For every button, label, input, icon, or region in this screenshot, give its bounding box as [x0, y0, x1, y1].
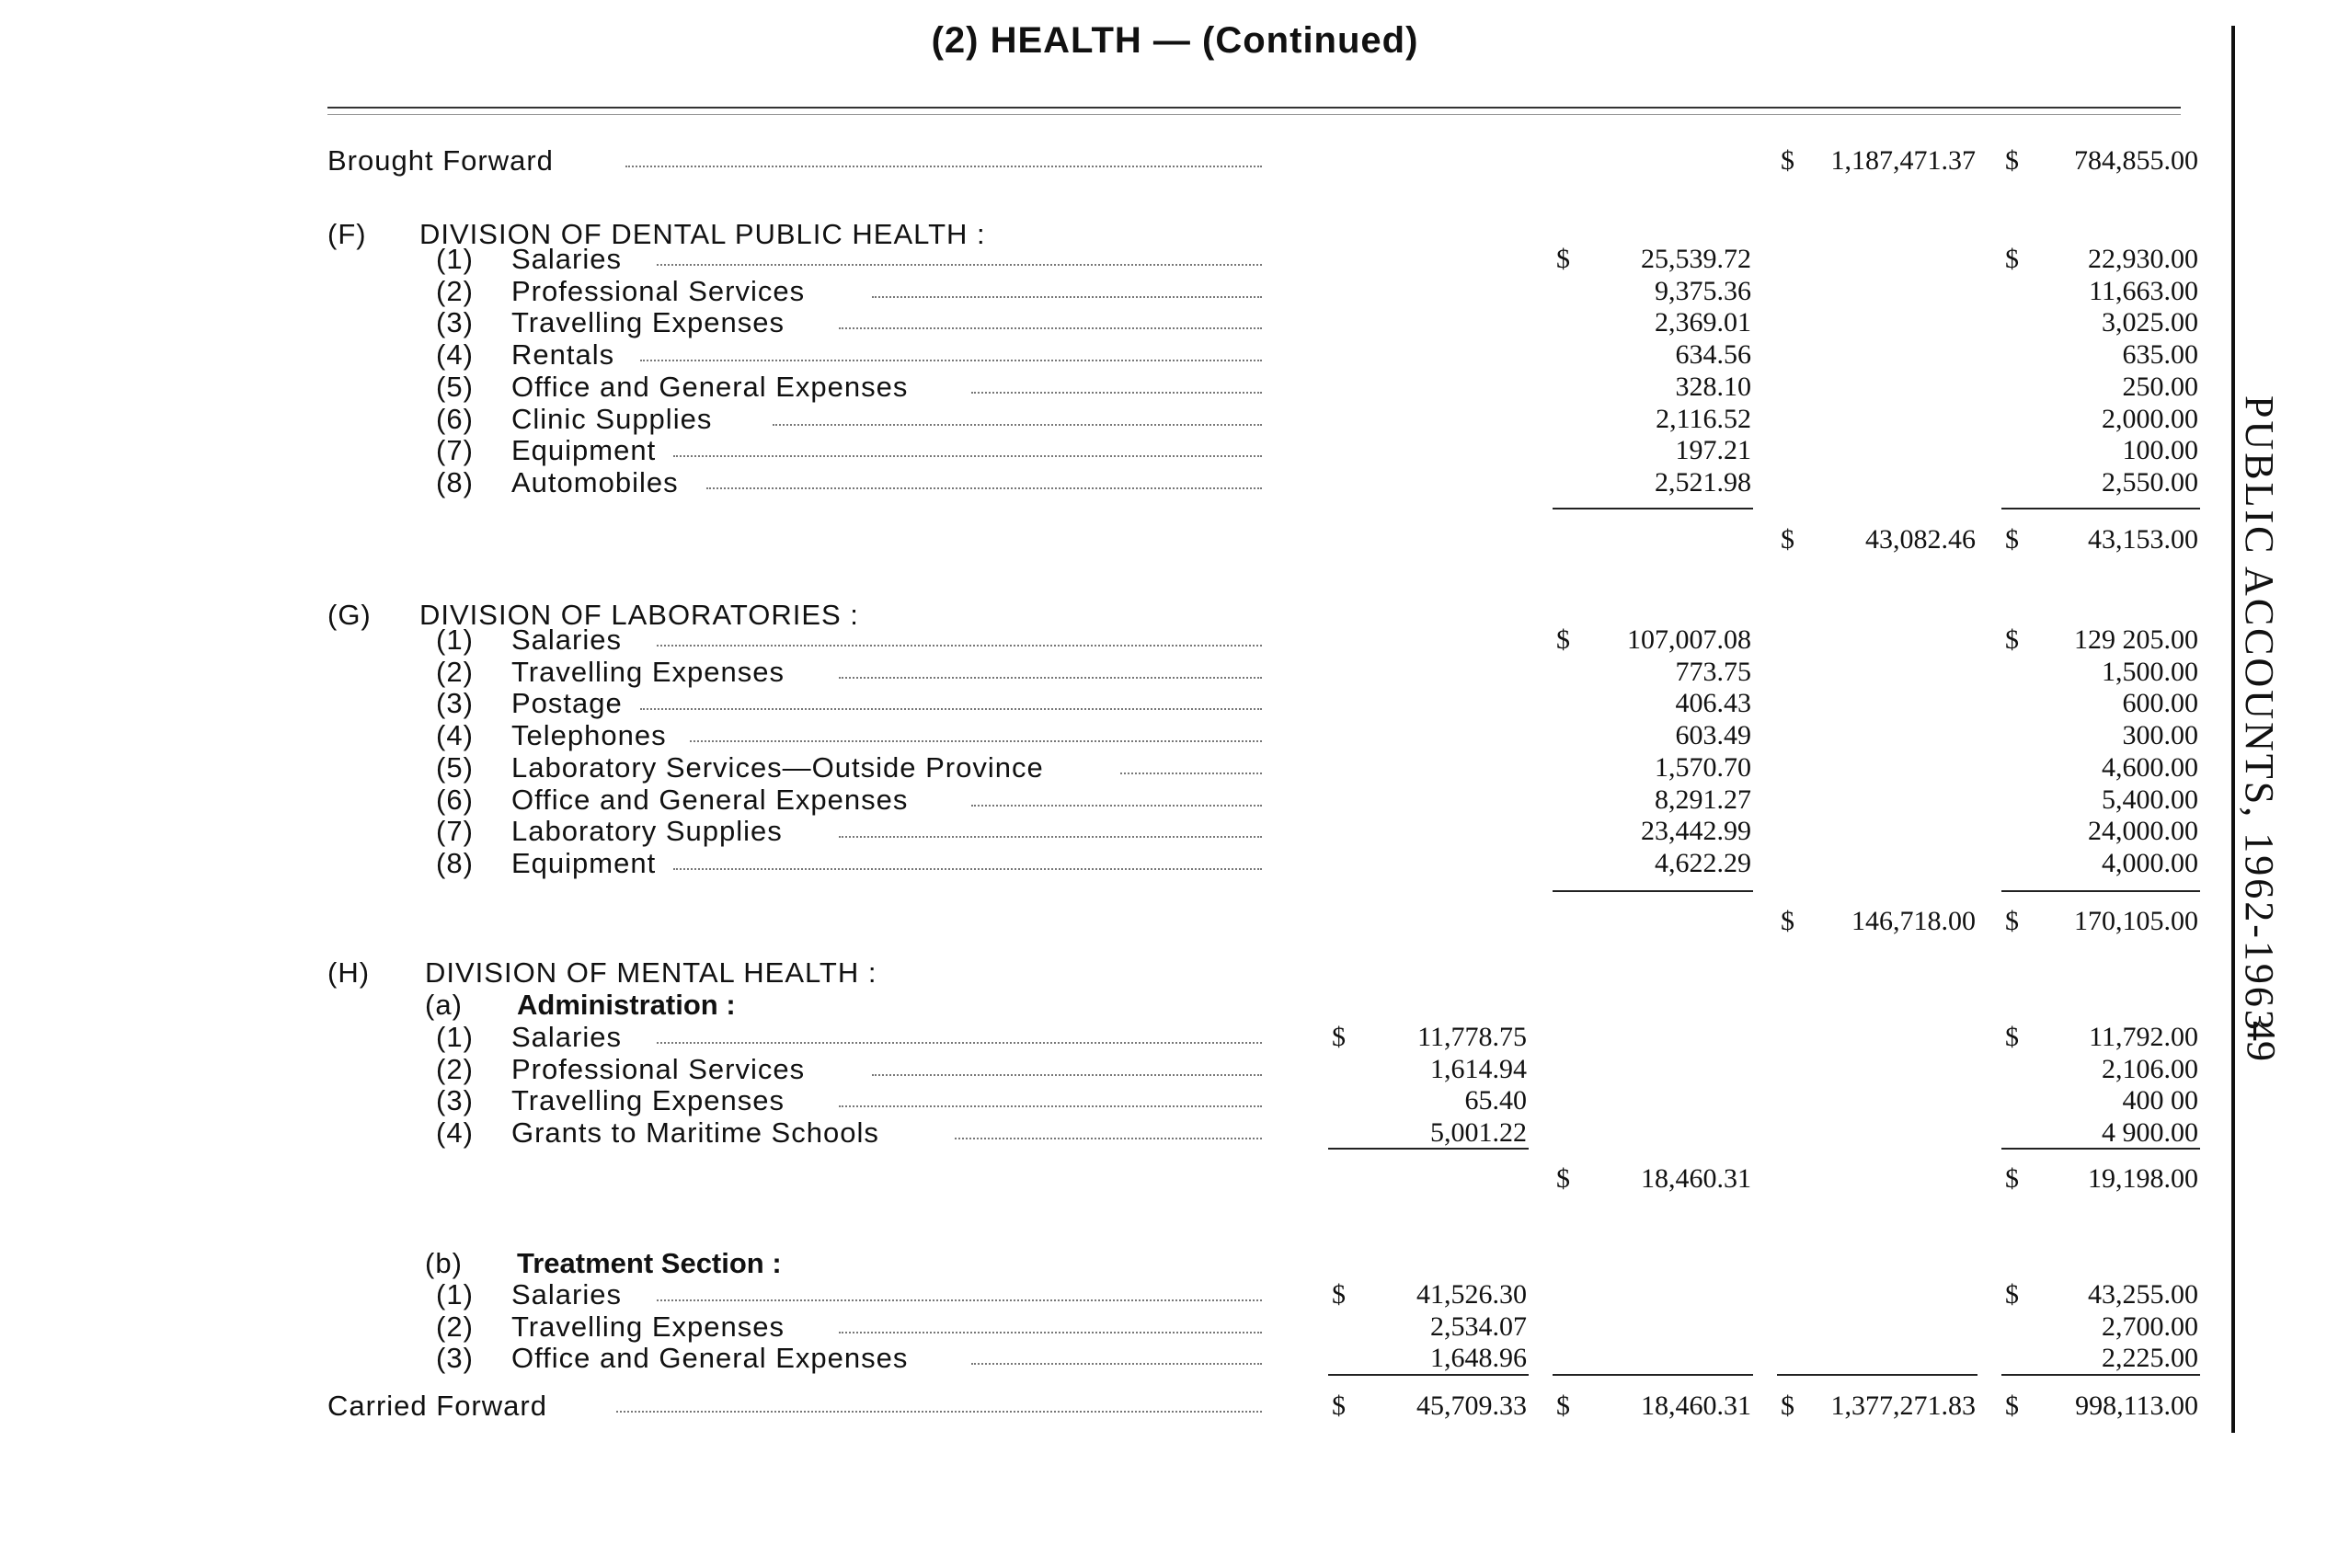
line-item-leader	[839, 1105, 1262, 1107]
subsection-title: Treatment Section :	[517, 1247, 782, 1279]
line-item-number: (3)	[436, 1342, 474, 1374]
line-item-leader	[839, 1332, 1262, 1333]
line-item-description: Telephones	[511, 719, 667, 751]
line-item-leader	[1120, 773, 1262, 774]
line-item-description: Professional Services	[511, 1053, 806, 1085]
subtotal-rule	[1553, 508, 1753, 509]
amount-current: 23,442.99	[1641, 816, 1751, 846]
line-item-leader	[839, 677, 1262, 679]
amount-current: 4,622.29	[1655, 848, 1751, 878]
carried-forward-c1-dollar: $	[1332, 1391, 1346, 1421]
amount-current: 603.49	[1675, 720, 1751, 750]
page-title: (2) HEALTH — (Continued)	[931, 20, 1419, 61]
subtotal-rule	[1553, 890, 1753, 892]
line-item-number: (8)	[436, 847, 474, 879]
line-item-leader	[872, 1074, 1262, 1076]
line-item	[0, 624, 1288, 656]
amount-previous: 2,000.00	[2102, 404, 2198, 434]
line-item-number: (2)	[436, 656, 474, 688]
amount-current: 2,369.01	[1655, 307, 1751, 338]
carried-forward-leader	[616, 1411, 1262, 1413]
carried-forward-c4: 998,113.00	[2075, 1391, 2198, 1421]
amount-current: 2,116.52	[1656, 404, 1751, 434]
line-item-description: Equipment	[511, 847, 657, 879]
line-item-leader	[673, 455, 1262, 457]
line-item	[0, 467, 1288, 498]
line-item-description: Travelling Expenses	[511, 656, 785, 688]
page-number: 49	[2239, 1021, 2284, 1061]
amount-previous: 11,792.00	[2089, 1022, 2198, 1052]
line-item-number: (3)	[436, 687, 474, 719]
subsection-heading	[0, 1248, 1288, 1279]
amount-previous: 1,500.00	[2102, 657, 2198, 687]
line-item-number: (2)	[436, 275, 474, 307]
amount-previous-dollar: $	[2005, 1022, 2019, 1052]
line-item-leader	[657, 1299, 1262, 1301]
brought-forward-label: Brought Forward	[327, 144, 554, 177]
line-item-number: (3)	[436, 1084, 474, 1116]
line-item-leader	[839, 836, 1262, 838]
brought-forward-c4: 784,855.00	[2074, 145, 2198, 176]
line-item	[0, 244, 1288, 275]
carried-forward-c3-dollar: $	[1781, 1391, 1794, 1421]
carried-forward-rule	[1777, 1374, 1977, 1376]
line-item	[0, 1022, 1288, 1053]
brought-forward-c4-dollar: $	[2005, 145, 2019, 176]
amount-previous: 2,106.00	[2102, 1054, 2198, 1084]
section-total: 146,718.00	[1851, 906, 1976, 936]
line-item-number: (7)	[436, 815, 474, 847]
amount-previous-dollar: $	[2005, 1279, 2019, 1310]
line-item-number: (5)	[436, 751, 474, 784]
line-item-leader	[657, 1042, 1262, 1044]
brought-forward-c3-dollar: $	[1781, 145, 1794, 176]
line-item-description: Travelling Expenses	[511, 306, 785, 338]
brought-forward-leader	[625, 166, 1262, 167]
section-letter: (F)	[327, 218, 367, 250]
carried-forward-rule	[2001, 1374, 2200, 1376]
line-item	[0, 1054, 1288, 1085]
line-item-number: (2)	[436, 1310, 474, 1343]
line-item	[0, 372, 1288, 403]
amount-current-dollar: $	[1556, 244, 1570, 274]
carried-forward-c2-dollar: $	[1556, 1391, 1570, 1421]
line-item	[0, 1343, 1288, 1374]
line-item	[0, 307, 1288, 338]
amount-current: 1,570.70	[1655, 752, 1751, 783]
line-item	[0, 848, 1288, 879]
line-item-leader	[657, 645, 1262, 647]
line-item-leader	[971, 392, 1262, 394]
subtotal-rule	[2001, 890, 2200, 892]
amount-previous-dollar: $	[2005, 624, 2019, 655]
section-letter: (G)	[327, 599, 372, 631]
line-item	[0, 720, 1288, 751]
section-total-previous-dollar: $	[2005, 524, 2019, 555]
subtotal-rule	[2001, 508, 2200, 509]
line-item-description: Salaries	[511, 1278, 622, 1310]
amount-detail: 5,001.22	[1430, 1117, 1527, 1148]
section-total-previous-dollar: $	[2005, 906, 2019, 936]
publication-title: PUBLIC ACCOUNTS, 1962-1963	[2237, 395, 2282, 1033]
line-item	[0, 688, 1288, 719]
amount-current: 2,521.98	[1655, 467, 1751, 498]
line-item-number: (4)	[436, 338, 474, 371]
section-letter: (H)	[327, 956, 371, 989]
amount-detail: 1,614.94	[1430, 1054, 1527, 1084]
line-item-leader	[673, 868, 1262, 870]
line-item-number: (1)	[436, 1021, 474, 1053]
line-item-description: Laboratory Supplies	[511, 815, 783, 847]
amount-previous: 3,025.00	[2102, 307, 2198, 338]
line-item-leader	[839, 327, 1262, 329]
line-item-description: Travelling Expenses	[511, 1084, 785, 1116]
amount-detail: 11,778.75	[1417, 1022, 1527, 1052]
amount-previous: 11,663.00	[2089, 276, 2198, 306]
line-item-description: Office and General Expenses	[511, 784, 909, 816]
subsection-total-previous-dollar: $	[2005, 1163, 2019, 1194]
section-title: DIVISION OF DENTAL PUBLIC HEALTH :	[419, 218, 986, 250]
line-item-description: Salaries	[511, 624, 622, 656]
carried-forward-rule	[1553, 1374, 1753, 1376]
section-heading-h	[0, 957, 1288, 989]
line-item-description: Postage	[511, 687, 623, 719]
line-item	[0, 816, 1288, 847]
line-item-number: (1)	[436, 1278, 474, 1310]
amount-previous: 2,550.00	[2102, 467, 2198, 498]
section-total: 43,082.46	[1865, 524, 1976, 555]
subsection-title: Administration :	[517, 989, 736, 1021]
line-item-description: Rentals	[511, 338, 615, 371]
line-item	[0, 1117, 1288, 1149]
line-item-leader	[872, 296, 1262, 298]
amount-current: 9,375.36	[1655, 276, 1751, 306]
line-item-number: (3)	[436, 306, 474, 338]
line-item-leader	[773, 424, 1262, 426]
carried-forward-c3: 1,377,271.83	[1830, 1391, 1976, 1421]
brought-forward-c3: 1,187,471.37	[1830, 145, 1976, 176]
line-item-number: (5)	[436, 371, 474, 403]
subsection-total-dollar: $	[1556, 1163, 1570, 1194]
line-item-leader	[640, 360, 1262, 361]
amount-current: 107,007.08	[1627, 624, 1751, 655]
line-item-description: Professional Services	[511, 275, 806, 307]
line-item	[0, 435, 1288, 466]
amount-current: 634.56	[1675, 339, 1751, 370]
line-item-number: (4)	[436, 1116, 474, 1149]
subsection-total-previous: 19,198.00	[2088, 1163, 2198, 1194]
amount-previous: 24,000.00	[2088, 816, 2198, 846]
amount-previous: 2,700.00	[2102, 1311, 2198, 1342]
line-item	[0, 339, 1288, 371]
carried-forward-c1: 45,709.33	[1416, 1391, 1527, 1421]
amount-previous: 635.00	[2122, 339, 2198, 370]
line-item-description: Office and General Expenses	[511, 371, 909, 403]
line-item-description: Salaries	[511, 1021, 622, 1053]
line-item-leader	[971, 805, 1262, 807]
line-item	[0, 276, 1288, 307]
carried-forward-row	[0, 1391, 1288, 1422]
amount-detail-dollar: $	[1332, 1279, 1346, 1310]
line-item-description: Equipment	[511, 434, 657, 466]
line-item-number: (2)	[436, 1053, 474, 1085]
subsection-letter: (a)	[425, 989, 463, 1021]
amount-previous-dollar: $	[2005, 244, 2019, 274]
line-item	[0, 784, 1288, 816]
amount-previous: 5,400.00	[2102, 784, 2198, 815]
carried-forward-rule	[1328, 1374, 1529, 1376]
header-rule-2	[327, 114, 2181, 115]
subtotal-rule	[2001, 1148, 2200, 1150]
subsection-total: 18,460.31	[1641, 1163, 1751, 1194]
section-total-dollar: $	[1781, 524, 1794, 555]
line-item-description: Salaries	[511, 243, 622, 275]
line-item-description: Office and General Expenses	[511, 1342, 909, 1374]
amount-detail: 65.40	[1464, 1085, 1527, 1116]
amount-previous: 22,930.00	[2088, 244, 2198, 274]
line-item-description: Clinic Supplies	[511, 403, 713, 435]
carried-forward-c4-dollar: $	[2005, 1391, 2019, 1421]
amount-current: 328.10	[1675, 372, 1751, 402]
subtotal-rule	[1328, 1148, 1529, 1150]
header-rule	[327, 107, 2181, 109]
line-item-leader	[690, 740, 1262, 742]
line-item-description: Travelling Expenses	[511, 1310, 785, 1343]
amount-current: 25,539.72	[1641, 244, 1751, 274]
amount-detail: 1,648.96	[1430, 1343, 1527, 1373]
line-item	[0, 752, 1288, 784]
section-title: DIVISION OF LABORATORIES :	[419, 599, 859, 631]
line-item	[0, 404, 1288, 435]
section-total-previous: 43,153.00	[2088, 524, 2198, 555]
line-item	[0, 1279, 1288, 1310]
line-item-number: (1)	[436, 243, 474, 275]
section-total-dollar: $	[1781, 906, 1794, 936]
subsection-heading	[0, 990, 1288, 1021]
amount-detail: 41,526.30	[1416, 1279, 1527, 1310]
line-item-number: (7)	[436, 434, 474, 466]
line-item	[0, 1085, 1288, 1116]
line-item-number: (6)	[436, 403, 474, 435]
line-item-leader	[657, 264, 1262, 266]
amount-previous: 300.00	[2122, 720, 2198, 750]
line-item-description: Laboratory Services—Outside Province	[511, 751, 1044, 784]
line-item-number: (6)	[436, 784, 474, 816]
line-item-description: Grants to Maritime Schools	[511, 1116, 879, 1149]
line-item-number: (8)	[436, 466, 474, 498]
amount-previous: 400 00	[2122, 1085, 2198, 1116]
brought-forward-row	[0, 145, 1288, 177]
amount-previous: 600.00	[2122, 688, 2198, 718]
line-item	[0, 1311, 1288, 1343]
amount-current-dollar: $	[1556, 624, 1570, 655]
line-item-number: (1)	[436, 624, 474, 656]
carried-forward-label: Carried Forward	[327, 1390, 547, 1422]
amount-current: 773.75	[1675, 657, 1751, 687]
amount-previous: 129 205.00	[2074, 624, 2198, 655]
amount-detail: 2,534.07	[1430, 1311, 1527, 1342]
amount-previous: 4,600.00	[2102, 752, 2198, 783]
amount-previous: 100.00	[2122, 435, 2198, 465]
line-item-number: (4)	[436, 719, 474, 751]
amount-previous: 4 900.00	[2102, 1117, 2198, 1148]
amount-previous: 250.00	[2122, 372, 2198, 402]
amount-previous: 4,000.00	[2102, 848, 2198, 878]
amount-previous: 2,225.00	[2102, 1343, 2198, 1373]
amount-current: 197.21	[1675, 435, 1751, 465]
amount-previous: 43,255.00	[2088, 1279, 2198, 1310]
amount-detail-dollar: $	[1332, 1022, 1346, 1052]
carried-forward-c2: 18,460.31	[1641, 1391, 1751, 1421]
section-title: DIVISION OF MENTAL HEALTH :	[425, 956, 877, 989]
line-item	[0, 657, 1288, 688]
running-header	[2228, 55, 2292, 1067]
amount-current: 406.43	[1675, 688, 1751, 718]
line-item-leader	[640, 708, 1262, 710]
line-item-leader	[706, 487, 1262, 489]
line-item-leader	[955, 1138, 1262, 1139]
line-item-leader	[971, 1363, 1262, 1365]
subsection-letter: (b)	[425, 1247, 463, 1279]
line-item-description: Automobiles	[511, 466, 679, 498]
amount-current: 8,291.27	[1655, 784, 1751, 815]
section-total-previous: 170,105.00	[2074, 906, 2198, 936]
